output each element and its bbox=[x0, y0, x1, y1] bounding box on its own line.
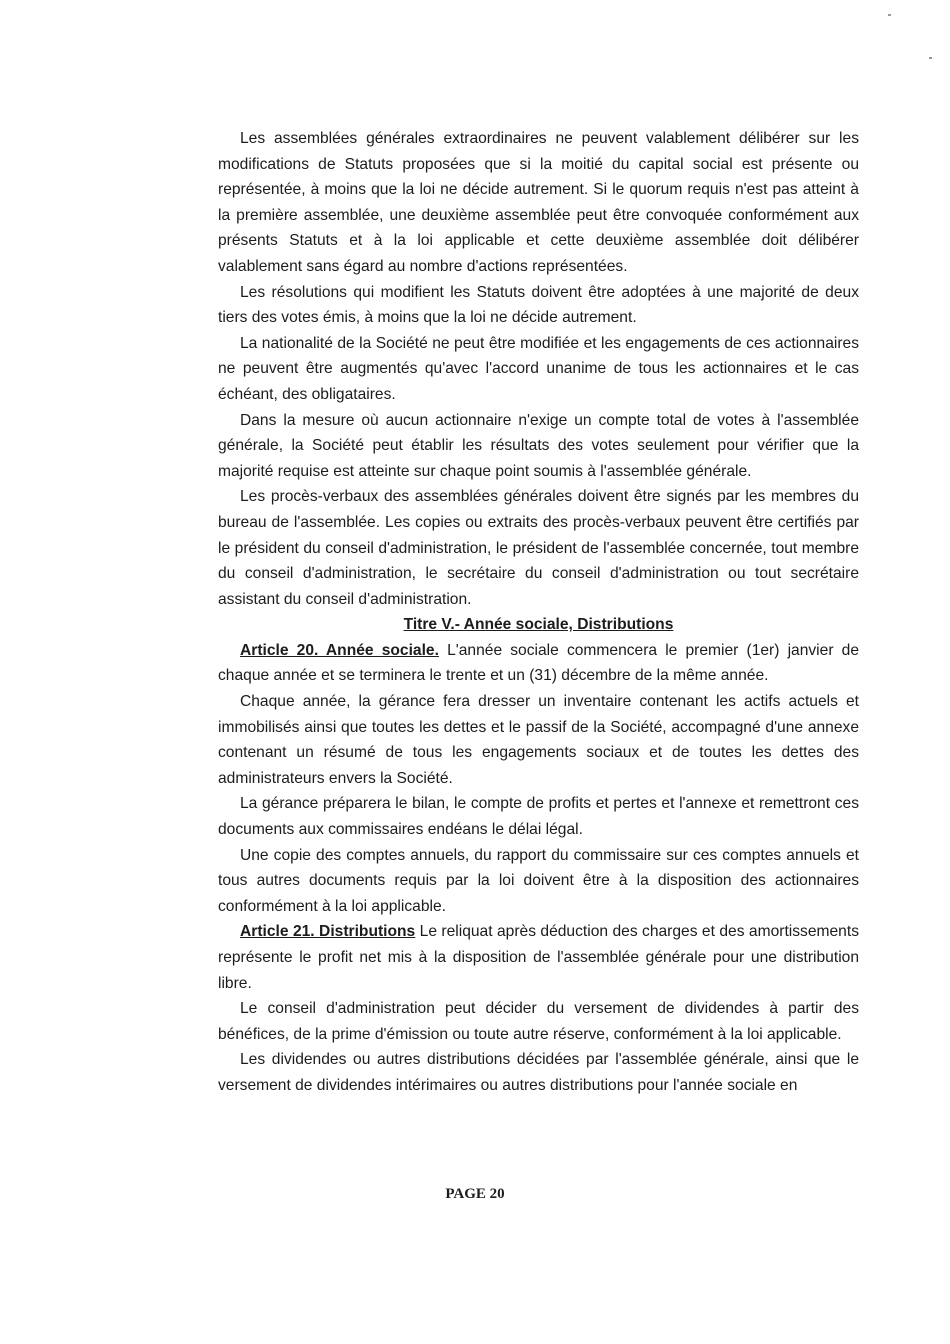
section-title: Titre V.- Année sociale, Distributions bbox=[403, 616, 674, 634]
paragraph: Le conseil d'administration peut décider du versement de dividendes à partir des bénéfices, de la prime d'émission ou toute autre réserve, conformément à la loi applicable. bbox=[218, 1000, 859, 1043]
article-21-text: Le reliquat après déduction des charges et des amortissements représente le profit net mis à la disposition de l'assemblée générale pour une distribution libre. bbox=[218, 923, 859, 992]
paragraph: Les résolutions qui modifient les Statuts doivent être adoptées à une majorité de deux tiers des votes émis, à moins que la loi ne décide autrement. bbox=[218, 283, 859, 327]
article-21-heading: Article 21. Distributions bbox=[240, 923, 416, 941]
paragraph: Les procès-verbaux des assemblées générales doivent être signés par les membres du bureau de l'assemblée. Les copies ou extraits des procès-verbaux peuvent être certifiés par le président du conseil d'administration, le président de l'assemblée concernée, tout membre du conseil d'administration, le secrétaire du conseil d'administration ou tout secrétaire assistant du conseil d'administration. bbox=[218, 488, 859, 608]
article-20-text: L'année sociale commencera le premier (1er) janvier de chaque année et se terminera le trente et un (31) décembre de la même année. bbox=[218, 641, 860, 685]
paragraph: La nationalité de la Société ne peut être modifiée et les engagements de ces actionnaires ne peuvent être augmentés qu'avec l'accord unanime de tous les actionnaires et le cas échéant, des obligataires. bbox=[218, 334, 859, 403]
paragraph: Chaque année, la gérance fera dresser un inventaire contenant les actifs actuels et immobilisés ainsi que toutes les dettes et le passif de la Société, accompagné d'une annexe contenant un résumé de tous les engagements sociaux et de toutes les dettes des administrateurs envers la Société. bbox=[218, 693, 859, 787]
paragraph: Les dividendes ou autres distributions décidées par l'assemblée générale, ainsi que le versement de dividendes intérimaires ou autres distributions pour l'année sociale en bbox=[218, 1051, 859, 1094]
document-body bbox=[218, 126, 859, 1099]
article-20-heading: Article 20. Année sociale. bbox=[240, 641, 439, 659]
paragraph: Dans la mesure où aucun actionnaire n'exige un compte total de votes à l'assemblée générale, la Société peut établir les résultats des votes seulement pour vérifier que la majorité requise est atteinte sur chaque point soumis à l'assemblée générale. bbox=[218, 411, 859, 480]
scan-speck bbox=[888, 14, 891, 16]
scan-speck bbox=[929, 57, 932, 59]
paragraph: La gérance préparera le bilan, le compte de profits et pertes et l'annexe et remettront ces documents aux commissaires endéans le délai légal. bbox=[218, 795, 859, 839]
article-21-paragraph bbox=[218, 919, 859, 996]
paragraph: Une copie des comptes annuels, du rapport du commissaire sur ces comptes annuels et tous autres documents requis par la loi doivent être à la disposition des actionnaires conformément à la loi applicable. bbox=[218, 846, 859, 915]
article-20-paragraph bbox=[218, 638, 859, 689]
page-number: PAGE 20 bbox=[445, 1186, 505, 1202]
paragraph: Les assemblées générales extraordinaires ne peuvent valablement délibérer sur les modifications de Statuts proposées que si la moitié du capital social est présente ou représentée, à moins que la loi ne décide autrement. Si le quorum requis n'est pas atteint à la première assemblée, une deuxième assemblée peut être convoquée conformément aux présents Statuts et à la loi applicable et cette deuxième assemblée doit délibérer valablement sans égard au nombre d'actions représentées. bbox=[218, 130, 859, 275]
